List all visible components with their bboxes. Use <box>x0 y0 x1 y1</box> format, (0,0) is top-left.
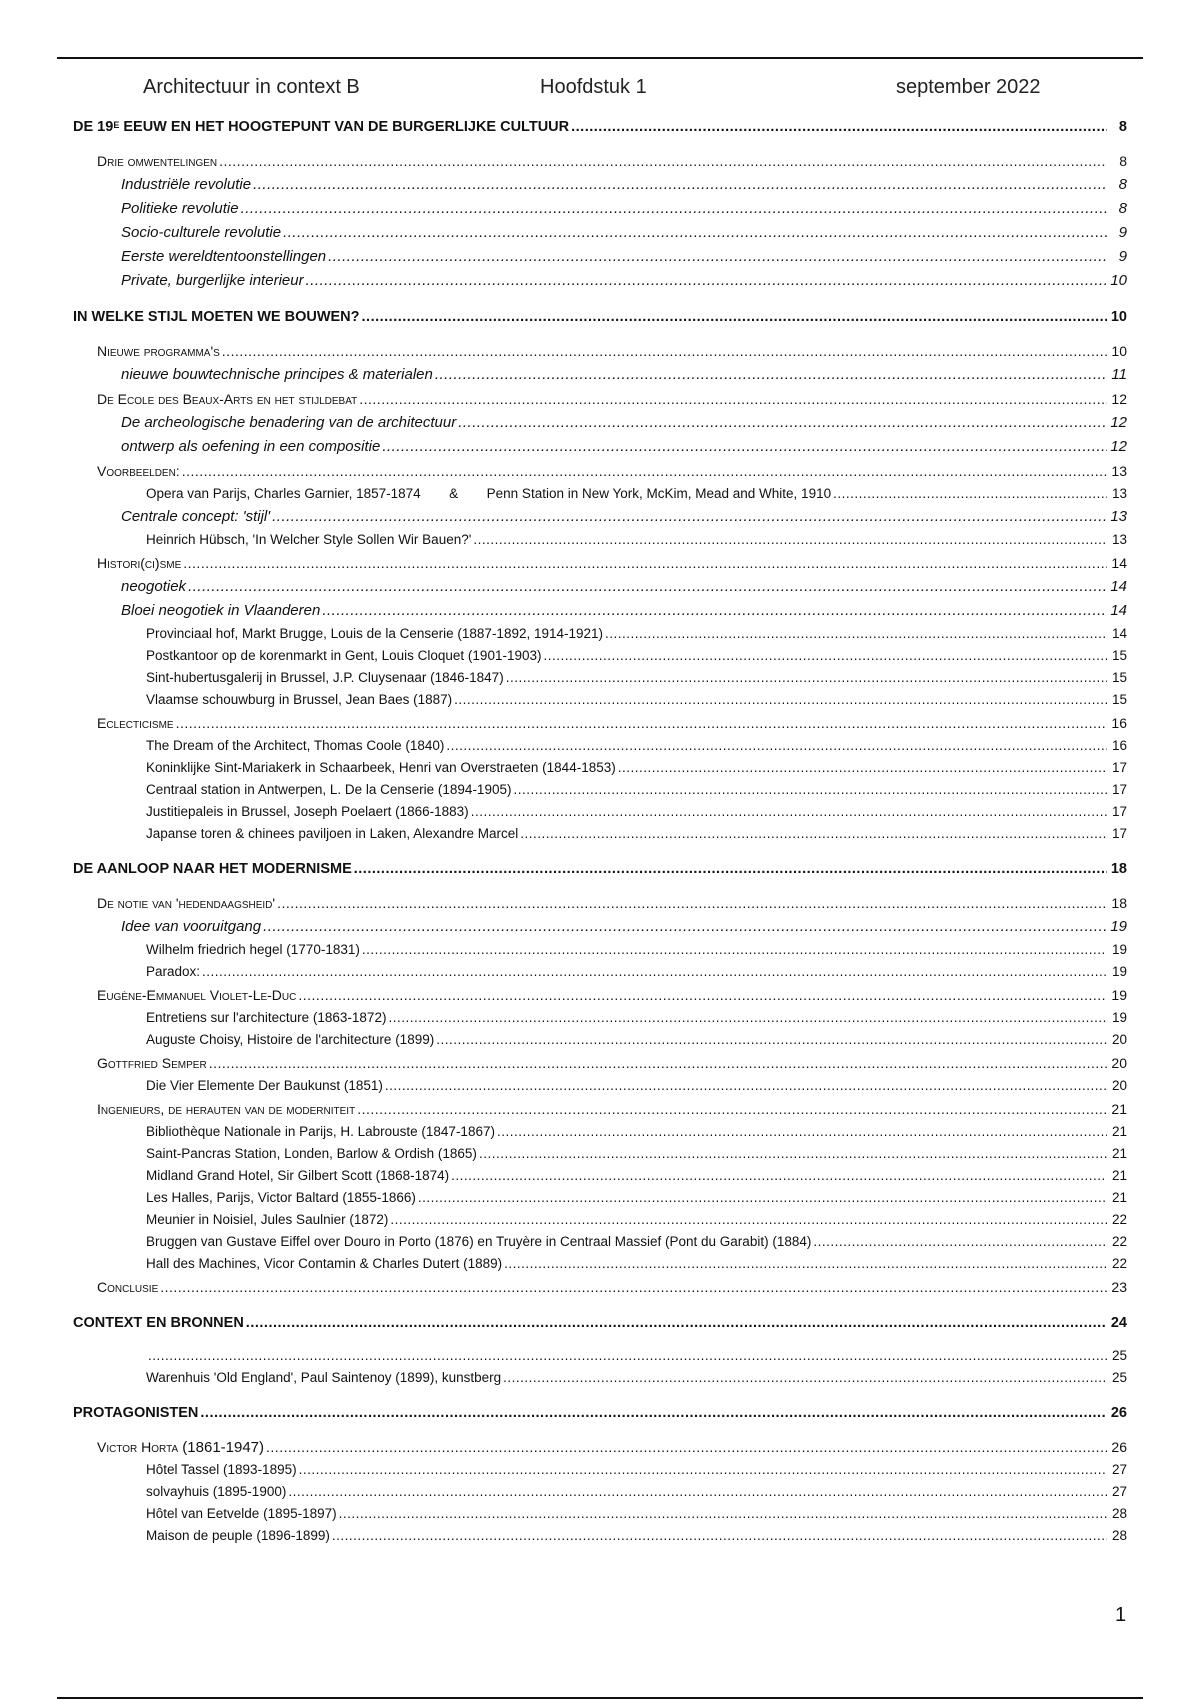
toc-page-number: 19 <box>1110 918 1127 935</box>
toc-entry-level-3[interactable] <box>73 575 1127 599</box>
toc-page-number: 22 <box>1111 1212 1127 1227</box>
toc-entry-title: neogotiek <box>121 578 187 595</box>
toc-page-number: 21 <box>1111 1146 1127 1161</box>
toc-entry-title: Justitiepaleis in Brussel, Joseph Poelaert (1866-1883) <box>146 804 469 819</box>
toc-dot-leader <box>148 1345 1107 1367</box>
toc-entry-title: Politieke revolutie <box>121 200 239 217</box>
toc-page-number: 13 <box>1111 486 1127 501</box>
toc-entry-level-1[interactable] <box>73 305 1127 329</box>
toc-entry-level-3[interactable] <box>73 221 1127 245</box>
toc-page-number: 8 <box>1118 176 1127 193</box>
toc-title-part: (1861-1947) <box>178 1439 265 1456</box>
toc-dot-leader <box>359 387 1107 411</box>
toc-entry-title: De notie van 'hedendaagsheid' <box>97 895 276 911</box>
toc-dot-leader <box>332 1525 1107 1547</box>
toc-entry-title: solvayhuis (1895-1900) <box>146 1484 287 1499</box>
toc-entry-level-1[interactable] <box>73 115 1127 139</box>
toc-title-ampersand: & <box>449 486 459 501</box>
toc-page-number: 27 <box>1111 1484 1127 1499</box>
toc-page-number: 8 <box>1119 153 1127 169</box>
toc-page-number: 15 <box>1111 670 1127 685</box>
toc-page-number: 16 <box>1111 738 1127 753</box>
toc-entry-level-4[interactable] <box>73 757 1127 779</box>
toc-entry-title: Saint-Pancras Station, Londen, Barlow & Ordish (1865) <box>146 1146 477 1161</box>
toc-dot-leader <box>219 149 1107 173</box>
toc-entry-level-4[interactable] <box>73 1459 1127 1481</box>
toc-entry-level-4[interactable] <box>73 1209 1127 1231</box>
toc-entry-level-4[interactable] <box>73 1029 1127 1051</box>
toc-title-part: DE 19 <box>73 119 114 135</box>
toc-page-number: 11 <box>1111 366 1127 383</box>
toc-entry-level-2[interactable] <box>73 551 1127 575</box>
toc-page-number: 15 <box>1111 692 1127 707</box>
toc-page-number: 22 <box>1111 1256 1127 1271</box>
toc-entry-level-3[interactable] <box>73 505 1127 529</box>
toc-dot-leader <box>202 961 1107 983</box>
toc-entry-title: Eugène-Emmanuel Violet-Le-Duc <box>97 987 297 1003</box>
toc-entry-level-4[interactable] <box>73 1503 1127 1525</box>
toc-entry-title: Hall des Machines, Vicor Contamin & Charles Dutert (1889) <box>146 1256 503 1271</box>
toc-entry-title: CONTEXT EN BRONNEN <box>73 1315 244 1331</box>
toc-page-number: 23 <box>1111 1279 1127 1295</box>
toc-dot-leader <box>183 551 1107 575</box>
toc-page-number: 21 <box>1111 1190 1127 1205</box>
toc-entry-title: Sint-hubertusgalerij in Brussel, J.P. Cluysenaar (1846-1847) <box>146 670 504 685</box>
toc-dot-leader <box>436 1029 1107 1051</box>
toc-entry-level-4[interactable] <box>73 1253 1127 1275</box>
toc-dot-leader <box>454 689 1107 711</box>
toc-entry-level-3[interactable] <box>73 245 1127 269</box>
toc-dot-leader <box>357 1097 1107 1121</box>
toc-page-number: 12 <box>1111 391 1127 407</box>
toc-dot-leader <box>571 115 1107 139</box>
toc-entry-level-3[interactable] <box>73 363 1127 387</box>
toc-entry-title: Meunier in Noisiel, Jules Saulnier (1872) <box>146 1212 389 1227</box>
toc-entry-title: Histori(ci)sme <box>97 555 182 571</box>
toc-entry-level-1[interactable] <box>73 857 1127 881</box>
toc-entry-title: IN WELKE STIJL MOETEN WE BOUWEN? <box>73 309 360 325</box>
toc-entry-level-2[interactable] <box>73 1097 1127 1121</box>
toc-page-number: 10 <box>1110 272 1127 289</box>
toc-entry-title: Voorbeelden: <box>97 463 180 479</box>
toc-dot-leader <box>473 529 1107 551</box>
toc-page-number: 19 <box>1111 987 1127 1003</box>
toc-entry-title: Entretiens sur l'architecture (1863-1872) <box>146 1010 387 1025</box>
toc-title-part: Victor Horta <box>97 1439 179 1455</box>
toc-entry-title: Hôtel van Eetvelde (1895-1897) <box>146 1506 337 1521</box>
toc-entry-level-4[interactable] <box>73 529 1127 551</box>
toc-entry-title: Idee van vooruitgang <box>121 918 262 935</box>
toc-entry-title: Japanse toren & chinees paviljoen in Laken, Alexandre Marcel <box>146 826 519 841</box>
toc-entry-title: Conclusie <box>97 1279 159 1295</box>
toc-page-number: 18 <box>1110 861 1127 877</box>
toc-entry-title: Socio-culturele revolutie <box>121 224 282 241</box>
toc-dot-leader <box>298 983 1107 1007</box>
toc-entry-title: Eerste wereldtentoonstellingen <box>121 248 327 265</box>
toc-entry-title: Vlaamse schouwburg in Brussel, Jean Baes (1887) <box>146 692 453 707</box>
toc-entry-title: ontwerp als oefening in een compositie <box>121 438 381 455</box>
toc-entry-level-4[interactable] <box>73 483 1127 505</box>
toc-entry-title: Ingenieurs, de herauten van de moderniteit <box>97 1101 356 1117</box>
toc-page-number: 9 <box>1118 224 1127 241</box>
toc-dot-leader <box>209 1051 1107 1075</box>
toc-page-number: 20 <box>1111 1078 1127 1093</box>
toc-entry-title: Koninklijke Sint-Mariakerk in Schaarbeek, Henri van Overstraeten (1844-1853) <box>146 760 616 775</box>
toc-page-number: 8 <box>1118 200 1127 217</box>
toc-page-number: 14 <box>1110 602 1127 619</box>
toc-entry-level-2[interactable] <box>73 1051 1127 1075</box>
toc-entry-title <box>97 1435 264 1460</box>
toc-entry-title: Centrale concept: 'stijl' <box>121 508 271 525</box>
toc-entry-level-3[interactable] <box>73 197 1127 221</box>
toc-entry-level-4[interactable] <box>73 689 1127 711</box>
toc-entry-title: The Dream of the Architect, Thomas Coole (1840) <box>146 738 445 753</box>
toc-entry-level-2[interactable] <box>73 149 1127 173</box>
table-of-contents <box>73 115 1127 1547</box>
toc-entry-level-4[interactable] <box>73 1121 1127 1143</box>
toc-page-number: 15 <box>1111 648 1127 663</box>
toc-page-number: 22 <box>1111 1234 1127 1249</box>
toc-dot-leader <box>390 1209 1107 1231</box>
toc-entry-level-2[interactable] <box>73 711 1127 735</box>
toc-page-number: 25 <box>1111 1370 1127 1385</box>
toc-dot-leader <box>362 305 1107 329</box>
toc-page-number: 8 <box>1118 119 1127 135</box>
toc-dot-leader <box>618 757 1107 779</box>
toc-entry-level-2[interactable] <box>73 891 1127 915</box>
toc-page-number: 26 <box>1110 1405 1127 1421</box>
toc-dot-leader <box>188 575 1107 599</box>
toc-entry-level-4[interactable] <box>73 1525 1127 1547</box>
toc-entry-title: Bibliothèque Nationale in Parijs, H. Labrouste (1847-1867) <box>146 1124 495 1139</box>
toc-entry-title: Bruggen van Gustave Eiffel over Douro in Porto (1876) en Truyère in Centraal Massief (Pont du Garabit) (1884) <box>146 1234 812 1249</box>
bottom-rule <box>57 1697 1143 1699</box>
toc-entry-title: Maison de peuple (1896-1899) <box>146 1528 330 1543</box>
toc-dot-leader <box>503 1367 1107 1389</box>
toc-page-number: 10 <box>1111 343 1127 359</box>
toc-entry-title: Midland Grand Hotel, Sir Gilbert Scott (1868-1874) <box>146 1168 450 1183</box>
toc-dot-leader <box>253 173 1107 197</box>
toc-dot-leader <box>246 1311 1107 1335</box>
toc-page-number: 12 <box>1110 438 1127 455</box>
toc-entry-title: Wilhelm friedrich hegel (1770-1831) <box>146 942 360 957</box>
toc-entry-level-3[interactable] <box>73 599 1127 623</box>
toc-entry-title: DE AANLOOP NAAR HET MODERNISME <box>73 861 352 877</box>
toc-dot-leader <box>471 801 1107 823</box>
toc-dot-leader <box>446 735 1107 757</box>
toc-dot-leader <box>520 823 1107 845</box>
toc-dot-leader <box>458 411 1107 435</box>
toc-entry-level-3[interactable] <box>73 173 1127 197</box>
toc-entry-level-4[interactable] <box>73 645 1127 667</box>
toc-entry-title: Centraal station in Antwerpen, L. De la Censerie (1894-1905) <box>146 782 512 797</box>
toc-page-number: 20 <box>1111 1032 1127 1047</box>
header-chapter: Hoofdstuk 1 <box>540 76 647 98</box>
toc-dot-leader <box>354 857 1107 881</box>
toc-page-number: 17 <box>1111 760 1127 775</box>
toc-entry-level-3[interactable] <box>73 915 1127 939</box>
toc-page-number: 19 <box>1111 964 1127 979</box>
toc-entry-title <box>73 115 569 139</box>
toc-dot-leader <box>504 1253 1107 1275</box>
toc-page-number: 12 <box>1110 414 1127 431</box>
toc-page-number: 10 <box>1110 309 1127 325</box>
toc-dot-leader <box>382 435 1107 459</box>
toc-title-part: Opera van Parijs, Charles Garnier, 1857-1874 <box>146 486 421 501</box>
toc-dot-leader <box>182 459 1107 483</box>
toc-page-number: 19 <box>1111 942 1127 957</box>
toc-page-number: 17 <box>1111 804 1127 819</box>
toc-page-number: 28 <box>1111 1528 1127 1543</box>
toc-dot-leader <box>813 1231 1107 1253</box>
toc-dot-leader <box>362 939 1107 961</box>
toc-entry-title: Warenhuis 'Old England', Paul Saintenoy (1899), kunstberg <box>146 1370 502 1385</box>
toc-page-number: 26 <box>1111 1439 1127 1455</box>
toc-page-number: 9 <box>1118 248 1127 265</box>
toc-title-part: Penn Station in New York, McKim, Mead and White, 1910 <box>486 486 832 501</box>
toc-dot-leader <box>385 1075 1107 1097</box>
toc-dot-leader <box>605 623 1107 645</box>
toc-entry-level-2[interactable] <box>73 1275 1127 1299</box>
toc-page-number: 17 <box>1111 782 1127 797</box>
toc-entry-level-2[interactable] <box>73 339 1127 363</box>
toc-page-number: 14 <box>1110 578 1127 595</box>
toc-title-part: EEUW EN HET HOOGTEPUNT VAN DE BURGERLIJKE CULTUUR <box>119 119 570 135</box>
toc-entry-title: Die Vier Elemente Der Baukunst (1851) <box>146 1078 383 1093</box>
toc-dot-leader <box>306 269 1107 293</box>
toc-entry-level-4[interactable] <box>73 1075 1127 1097</box>
header-course-title: Architectuur in context B <box>143 76 360 98</box>
toc-entry-title <box>146 483 831 505</box>
toc-entry-level-4[interactable] <box>73 1165 1127 1187</box>
toc-entry-level-4[interactable] <box>73 961 1127 983</box>
toc-page-number: 14 <box>1111 555 1127 571</box>
toc-dot-leader <box>299 1459 1107 1481</box>
toc-entry-title: Private, burgerlijke interieur <box>121 272 304 289</box>
toc-page-number: 27 <box>1111 1462 1127 1477</box>
toc-entry-level-4[interactable] <box>73 1481 1127 1503</box>
toc-entry-level-2[interactable] <box>73 1435 1127 1459</box>
toc-dot-leader <box>833 483 1107 505</box>
toc-page-number: 24 <box>1110 1315 1127 1331</box>
toc-dot-leader <box>266 1435 1107 1459</box>
toc-page-number: 13 <box>1111 463 1127 479</box>
toc-dot-leader <box>283 221 1107 245</box>
toc-dot-leader <box>200 1401 1107 1425</box>
toc-entry-level-2[interactable] <box>73 387 1127 411</box>
toc-entry-level-4[interactable] <box>73 779 1127 801</box>
toc-entry-title: Postkantoor op de korenmarkt in Gent, Louis Cloquet (1901-1903) <box>146 648 542 663</box>
toc-page-number: 13 <box>1110 508 1127 525</box>
toc-entry-level-4[interactable] <box>73 801 1127 823</box>
page-header <box>0 76 1200 102</box>
toc-page-number: 20 <box>1111 1055 1127 1071</box>
toc-entry-title: Eclecticisme <box>97 715 174 731</box>
toc-entry-title: Auguste Choisy, Histoire de l'architecture (1899) <box>146 1032 435 1047</box>
toc-page-number: 21 <box>1111 1168 1127 1183</box>
toc-entry-level-3[interactable] <box>73 269 1127 293</box>
toc-dot-leader <box>435 363 1107 387</box>
toc-page-number: 14 <box>1111 626 1127 641</box>
header-date: september 2022 <box>896 76 1041 98</box>
toc-entry-title: Bloei neogotiek in Vlaanderen <box>121 602 321 619</box>
toc-entry-title: Provinciaal hof, Markt Brugge, Louis de la Censerie (1887-1892, 1914-1921) <box>146 626 604 641</box>
toc-page-number: 17 <box>1111 826 1127 841</box>
top-rule <box>57 57 1143 59</box>
toc-page-number: 16 <box>1111 715 1127 731</box>
toc-entry-title: Nieuwe programma's <box>97 343 220 359</box>
toc-entry-level-2[interactable] <box>73 459 1127 483</box>
toc-dot-leader <box>497 1121 1107 1143</box>
toc-entry-title: nieuwe bouwtechnische principes & materialen <box>121 366 433 383</box>
toc-entry-title: De archeologische benadering van de architectuur <box>121 414 457 431</box>
toc-entry-title: Les Halles, Parijs, Victor Baltard (1855-1866) <box>146 1190 416 1205</box>
toc-entry-level-4[interactable] <box>73 735 1127 757</box>
toc-entry-level-4[interactable] <box>73 667 1127 689</box>
toc-entry-level-4[interactable] <box>73 1345 1127 1367</box>
toc-dot-leader <box>160 1275 1107 1299</box>
toc-entry-level-1[interactable] <box>73 1311 1127 1335</box>
toc-page-number: 28 <box>1111 1506 1127 1521</box>
toc-entry-level-4[interactable] <box>73 939 1127 961</box>
toc-dot-leader <box>543 645 1107 667</box>
toc-entry-title: PROTAGONISTEN <box>73 1405 199 1421</box>
toc-entry-level-4[interactable] <box>73 1231 1127 1253</box>
toc-entry-title: Gottfried Semper <box>97 1055 207 1071</box>
toc-entry-level-4[interactable] <box>73 623 1127 645</box>
toc-dot-leader <box>388 1007 1107 1029</box>
toc-page-number: 18 <box>1111 895 1127 911</box>
toc-page-number: 19 <box>1111 1010 1127 1025</box>
toc-entry-title: De Ecole des Beaux-Arts en het stijldebat <box>97 391 358 407</box>
toc-dot-leader <box>176 711 1107 735</box>
toc-dot-leader <box>222 339 1107 363</box>
toc-dot-leader <box>418 1187 1107 1209</box>
toc-entry-level-3[interactable] <box>73 435 1127 459</box>
toc-page-number: 13 <box>1111 532 1127 547</box>
toc-entry-level-4[interactable] <box>73 1007 1127 1029</box>
toc-dot-leader <box>328 245 1107 269</box>
toc-page-number: 25 <box>1111 1348 1127 1363</box>
toc-entry-title: Drie omwentelingen <box>97 153 218 169</box>
toc-entry-level-3[interactable] <box>73 411 1127 435</box>
toc-dot-leader <box>451 1165 1107 1187</box>
toc-entry-title: Hôtel Tassel (1893-1895) <box>146 1462 297 1477</box>
toc-title-superscript: E <box>113 120 120 130</box>
toc-dot-leader <box>322 599 1107 623</box>
toc-entry-title: Paradox: <box>146 964 201 979</box>
toc-dot-leader <box>263 915 1107 939</box>
toc-dot-leader <box>277 891 1107 915</box>
toc-entry-level-4[interactable] <box>73 823 1127 845</box>
toc-entry-level-2[interactable] <box>73 983 1127 1007</box>
toc-entry-level-1[interactable] <box>73 1401 1127 1425</box>
toc-page-number: 21 <box>1111 1124 1127 1139</box>
toc-entry-level-4[interactable] <box>73 1187 1127 1209</box>
toc-page-number: 21 <box>1111 1101 1127 1117</box>
toc-dot-leader <box>288 1481 1107 1503</box>
toc-entry-title: Heinrich Hübsch, 'In Welcher Style Sollen Wir Bauen?' <box>146 532 472 547</box>
toc-dot-leader <box>272 505 1107 529</box>
toc-dot-leader <box>241 197 1107 221</box>
toc-entry-level-4[interactable] <box>73 1143 1127 1165</box>
toc-dot-leader <box>479 1143 1107 1165</box>
toc-dot-leader <box>513 779 1107 801</box>
toc-entry-title: Industriële revolutie <box>121 176 252 193</box>
toc-dot-leader <box>339 1503 1107 1525</box>
toc-entry-level-4[interactable] <box>73 1367 1127 1389</box>
toc-dot-leader <box>506 667 1107 689</box>
page-number: 1 <box>1115 1604 1127 1626</box>
